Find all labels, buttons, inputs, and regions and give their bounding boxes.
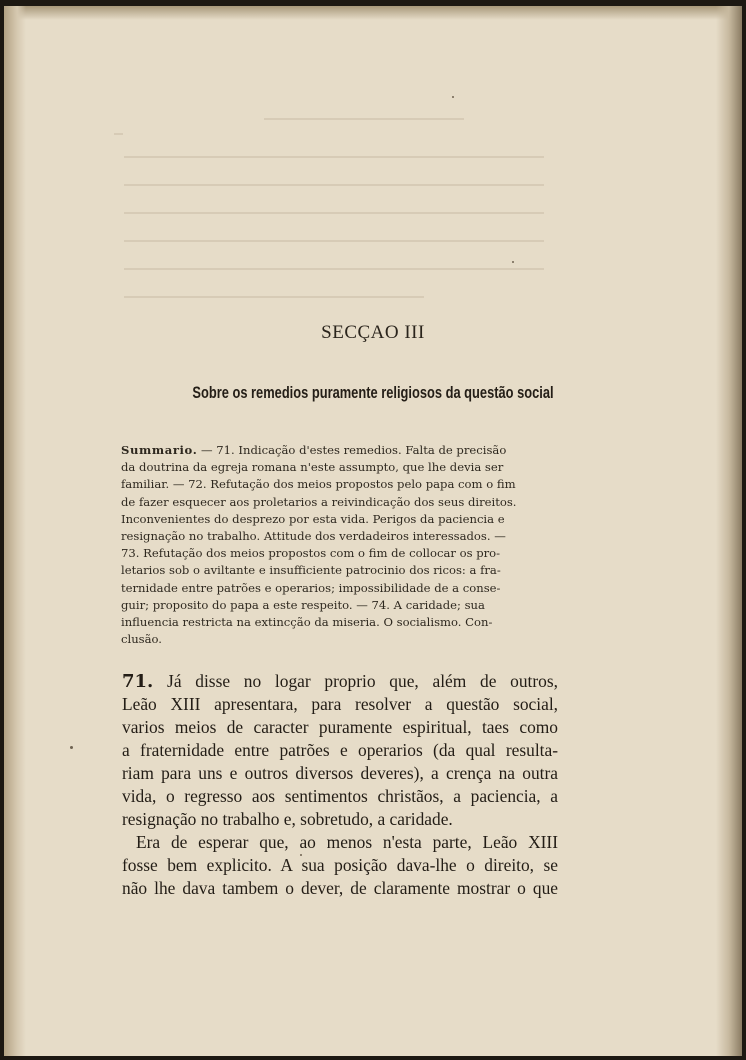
body-line: riam para uns e outros diversos deveres), a crença na outra: [122, 763, 558, 783]
summary-line: Inconvenientes do desprezo por esta vida. Perigos da paciencia e: [121, 511, 505, 526]
show-through-mark: [124, 240, 544, 242]
body-line: [122, 670, 558, 693]
summary-line: guir; proposito do papa a este respeito. — 74. A caridade; sua: [121, 597, 485, 612]
show-through-mark: [114, 133, 123, 135]
body-line: resignação no trabalho e, sobretudo, a caridade.: [122, 809, 453, 829]
page-gutter-shadow: [4, 6, 26, 1056]
page-edge-shadow: [716, 6, 742, 1056]
summary-line: clusão.: [121, 632, 162, 647]
summary-line: da doutrina da egreja romana n'este assumpto, que lhe devia ser: [121, 460, 504, 475]
summary-line: letarios sob o aviltante e insufficiente patrocinio dos ricos: a fra-: [121, 563, 501, 578]
body-line: fosse bem explicito. A sua posição dava-lhe o direito, se: [122, 855, 558, 875]
summary-line: ternidade entre patrões e operarios; impossibilidade de a conse-: [121, 580, 501, 595]
summary-line: de fazer esquecer aos proletarios a reivindicação dos seus direitos.: [121, 494, 517, 509]
show-through-mark: [124, 212, 544, 214]
show-through-mark: [124, 296, 424, 298]
body-line: Era de esperar que, ao menos n'esta parte, Leão XIII: [136, 832, 558, 852]
body-text: [122, 670, 558, 900]
summary-line-text: — 71. Indicação d'estes remedios. Falta de precisão: [197, 443, 507, 457]
paragraph-number: 71.: [122, 671, 154, 692]
summary-line: 73. Refutação dos meios propostos com o fim de collocar os pro-: [121, 546, 501, 561]
summary-line: influencia restricta na extincção da miseria. O socialismo. Con-: [121, 615, 493, 630]
body-line: varios meios de caracter puramente espiritual, taes como: [122, 717, 558, 737]
summary-line: [121, 442, 560, 459]
page-top-shadow: [4, 6, 742, 20]
summary-line: familiar. — 72. Refutação dos meios propostos pelo papa com o fim: [121, 477, 516, 492]
paper-speck: [452, 96, 454, 98]
body-line: vida, o regresso aos sentimentos christãos, a paciencia, a: [122, 786, 558, 806]
show-through-mark: [264, 118, 464, 120]
paper-speck: [512, 261, 514, 263]
body-line: Leão XIII apresentara, para resolver a questão social,: [122, 694, 558, 714]
body-line: a fraternidade entre patrões e operarios (da qual resulta-: [122, 740, 558, 760]
show-through-mark: [124, 184, 544, 186]
section-title: SECÇAO III: [321, 322, 425, 343]
show-through-mark: [124, 156, 544, 158]
body-line: não lhe dava tambem o dever, de claramente mostrar o que: [122, 878, 558, 898]
book-page: [4, 6, 742, 1056]
summary-label: Summario.: [121, 443, 198, 457]
section-summary: [121, 442, 560, 648]
paper-speck: [70, 746, 73, 749]
body-line-text: Já disse no logar proprio que, além de outros,: [153, 671, 558, 691]
show-through-mark: [124, 268, 544, 270]
summary-line: resignação no trabalho. Attitude dos verdadeiros interessados. —: [121, 529, 506, 544]
section-subtitle: Sobre os remedios puramente religiosos da questão social: [192, 384, 554, 402]
